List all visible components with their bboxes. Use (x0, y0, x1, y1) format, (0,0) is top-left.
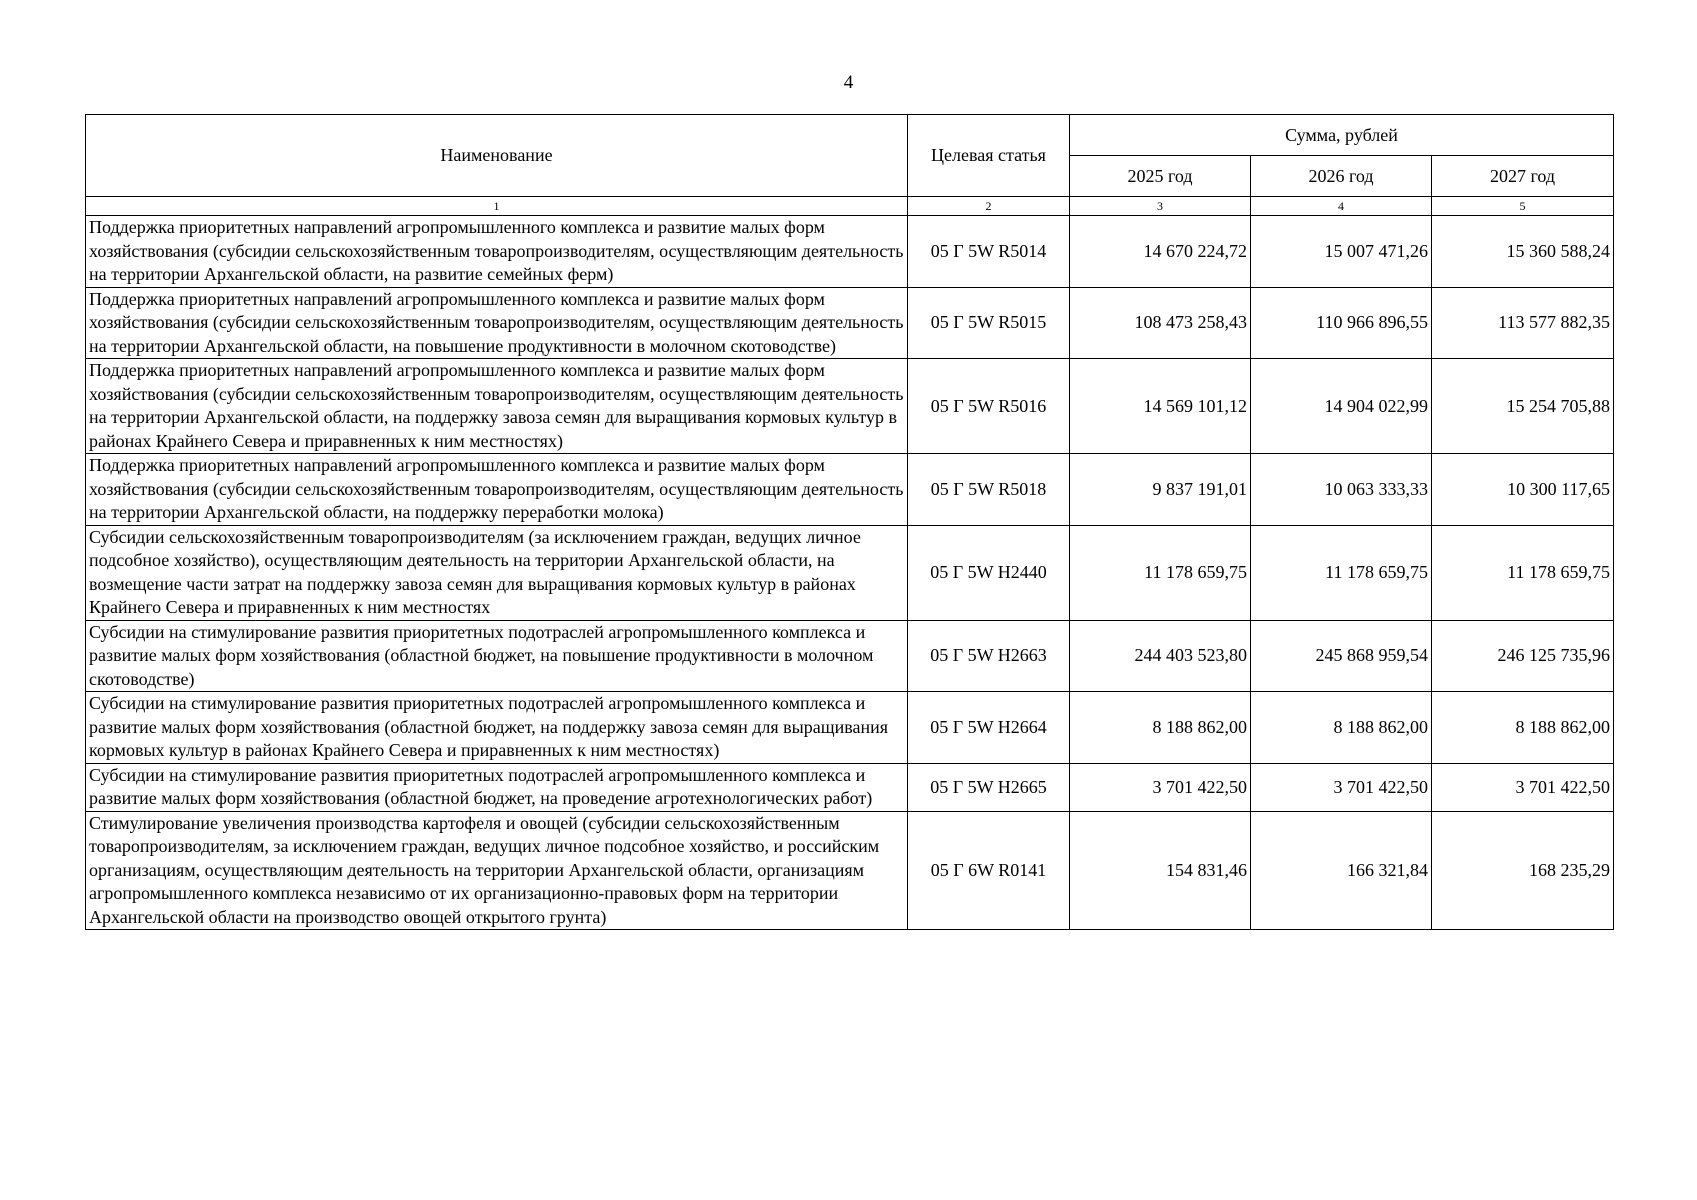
row-name: Субсидии на стимулирование развития приоритетных подотраслей агропромышленного комплекса и развитие малых форм хозяйствования (областной бюджет, на поддержку завоза семян для выращивания кормовых культур в районах Крайнего Севера и приравненных к ним местностях) (86, 692, 908, 764)
row-name: Субсидии на стимулирование развития приоритетных подотраслей агропромышленного комплекса и развитие малых форм хозяйствования (областной бюджет, на проведение агротехнологических работ) (86, 763, 908, 811)
row-article: 05 Г 5W H2665 (908, 763, 1070, 811)
table-row (86, 216, 1614, 288)
row-amount-2026: 15 007 471,26 (1251, 216, 1432, 288)
header-year-2026: 2026 год (1251, 156, 1432, 197)
row-amount-2026: 110 966 896,55 (1251, 287, 1432, 359)
row-article: 05 Г 5W R5014 (908, 216, 1070, 288)
row-amount-2025: 9 837 191,01 (1070, 454, 1251, 526)
header-year-2025: 2025 год (1070, 156, 1251, 197)
column-number-row (86, 197, 1614, 216)
row-amount-2025: 14 670 224,72 (1070, 216, 1251, 288)
row-name: Поддержка приоритетных направлений агропромышленного комплекса и развитие малых форм хозяйствования (субсидии сельскохозяйственным товаропроизводителям, осуществляющим деятельность на территории Архангельской области, на развитие семейных ферм) (86, 216, 908, 288)
row-article: 05 Г 5W H2664 (908, 692, 1070, 764)
column-number: 4 (1251, 197, 1432, 216)
table-row (86, 620, 1614, 692)
row-amount-2026: 245 868 959,54 (1251, 620, 1432, 692)
row-amount-2027: 15 360 588,24 (1432, 216, 1614, 288)
row-amount-2025: 244 403 523,80 (1070, 620, 1251, 692)
table-row (86, 763, 1614, 811)
row-article: 05 Г 5W R5018 (908, 454, 1070, 526)
header-article: Целевая статья (908, 115, 1070, 197)
row-name: Субсидии сельскохозяйственным товаропроизводителям (за исключением граждан, ведущих личное подсобное хозяйство), осуществляющим деятельность на территории Архангельской области, на возмещение части затрат на поддержку завоза семян для выращивания кормовых культур в районах Крайнего Севера и приравненных к ним местностях (86, 525, 908, 620)
row-amount-2026: 14 904 022,99 (1251, 359, 1432, 454)
header-sum: Сумма, рублей (1070, 115, 1614, 156)
row-amount-2027: 168 235,29 (1432, 811, 1614, 930)
row-amount-2026: 166 321,84 (1251, 811, 1432, 930)
row-name: Поддержка приоритетных направлений агропромышленного комплекса и развитие малых форм хозяйствования (субсидии сельскохозяйственным товаропроизводителям, осуществляющим деятельность на территории Архангельской области, на повышение продуктивности в молочном скотоводстве) (86, 287, 908, 359)
row-name: Субсидии на стимулирование развития приоритетных подотраслей агропромышленного комплекса и развитие малых форм хозяйствования (областной бюджет, на повышение продуктивности в молочном скотоводстве) (86, 620, 908, 692)
row-amount-2027: 8 188 862,00 (1432, 692, 1614, 764)
table-row (86, 811, 1614, 930)
row-article: 05 Г 6W R0141 (908, 811, 1070, 930)
row-amount-2026: 3 701 422,50 (1251, 763, 1432, 811)
row-article: 05 Г 5W R5016 (908, 359, 1070, 454)
column-number: 1 (86, 197, 908, 216)
header-year-2027: 2027 год (1432, 156, 1614, 197)
row-amount-2025: 14 569 101,12 (1070, 359, 1251, 454)
row-amount-2027: 10 300 117,65 (1432, 454, 1614, 526)
row-amount-2025: 3 701 422,50 (1070, 763, 1251, 811)
table-row (86, 359, 1614, 454)
row-amount-2026: 8 188 862,00 (1251, 692, 1432, 764)
row-amount-2025: 154 831,46 (1070, 811, 1251, 930)
budget-table (85, 114, 1614, 930)
table-row (86, 525, 1614, 620)
row-amount-2027: 113 577 882,35 (1432, 287, 1614, 359)
row-amount-2027: 3 701 422,50 (1432, 763, 1614, 811)
row-amount-2025: 108 473 258,43 (1070, 287, 1251, 359)
header-name: Наименование (86, 115, 908, 197)
table-row (86, 287, 1614, 359)
row-article: 05 Г 5W H2440 (908, 525, 1070, 620)
row-name: Поддержка приоритетных направлений агропромышленного комплекса и развитие малых форм хозяйствования (субсидии сельскохозяйственным товаропроизводителям, осуществляющим деятельность на территории Архангельской области, на поддержку завоза семян для выращивания кормовых культур в районах Крайнего Севера и приравненных к ним местностях) (86, 359, 908, 454)
column-number: 2 (908, 197, 1070, 216)
row-amount-2025: 11 178 659,75 (1070, 525, 1251, 620)
row-amount-2026: 11 178 659,75 (1251, 525, 1432, 620)
table-row (86, 454, 1614, 526)
row-amount-2027: 15 254 705,88 (1432, 359, 1614, 454)
page-number: 4 (843, 72, 854, 93)
row-amount-2026: 10 063 333,33 (1251, 454, 1432, 526)
column-number: 5 (1432, 197, 1614, 216)
row-name: Стимулирование увеличения производства картофеля и овощей (субсидии сельскохозяйственным товаропроизводителям, за исключением граждан, ведущих личное подсобное хозяйство, и российским организациям, осуществляющим деятельность на территории Архангельской области, организациям агропромышленного комплекса независимо от их организационно-правовых форм на территории Архангельской области на производство овощей открытого грунта) (86, 811, 908, 930)
row-amount-2027: 246 125 735,96 (1432, 620, 1614, 692)
row-amount-2027: 11 178 659,75 (1432, 525, 1614, 620)
row-article: 05 Г 5W R5015 (908, 287, 1070, 359)
table-row (86, 692, 1614, 764)
row-article: 05 Г 5W H2663 (908, 620, 1070, 692)
column-number: 3 (1070, 197, 1251, 216)
row-name: Поддержка приоритетных направлений агропромышленного комплекса и развитие малых форм хозяйствования (субсидии сельскохозяйственным товаропроизводителям, осуществляющим деятельность на территории Архангельской области, на поддержку переработки молока) (86, 454, 908, 526)
row-amount-2025: 8 188 862,00 (1070, 692, 1251, 764)
